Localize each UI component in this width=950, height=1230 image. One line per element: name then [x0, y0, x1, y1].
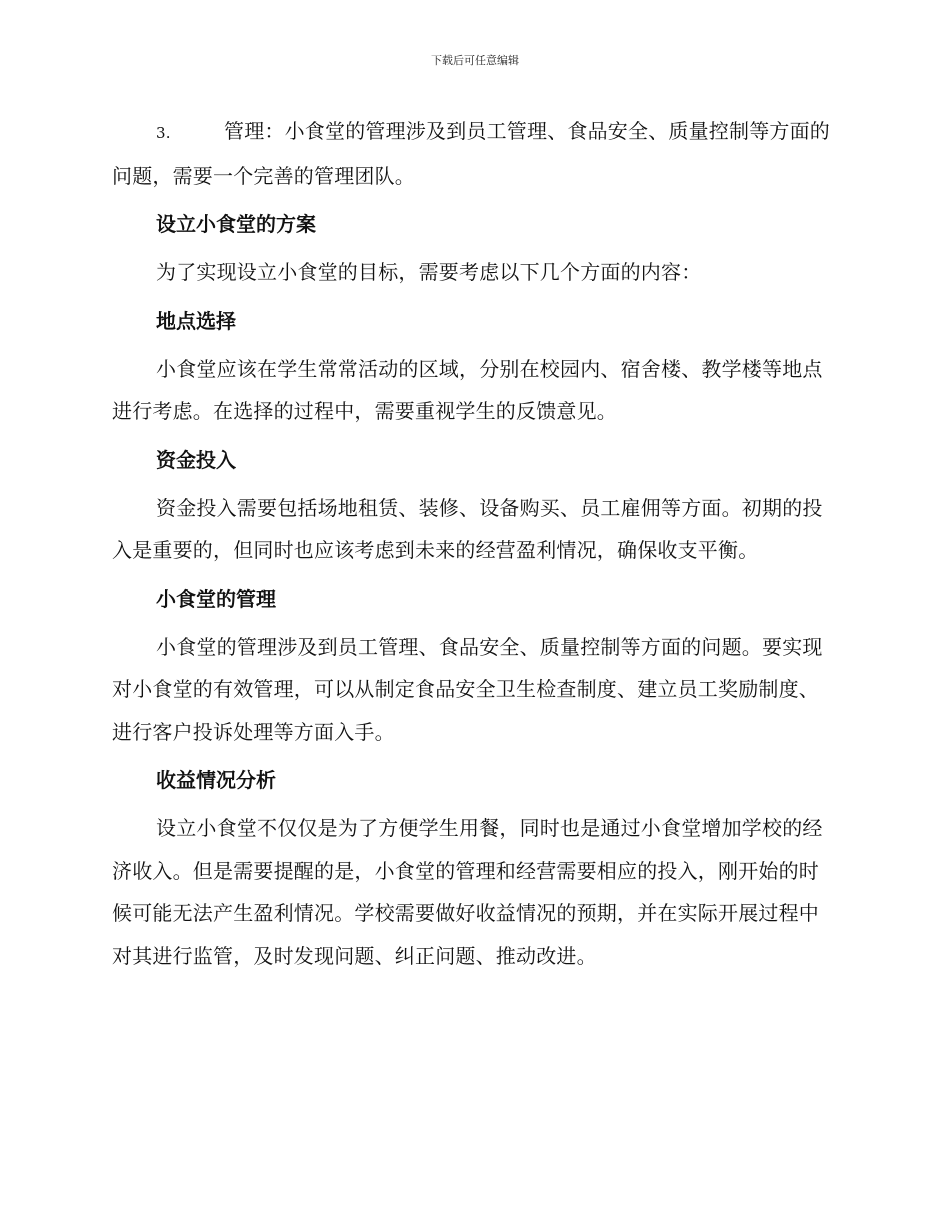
paragraph-location: 小食堂应该在学生常常活动的区域，分别在校园内、宿舍楼、教学楼等地点进行考虑。在选择的过程中，需要重视学生的反馈意见。 [112, 356, 823, 423]
paragraph-funding: 资金投入需要包括场地租赁、装修、设备购买、员工雇佣等方面。初期的投入是重要的，但同时也应该考虑到未来的经营盈利情况，确保收支平衡。 [112, 495, 823, 562]
page-header: 下载后可任意编辑 [431, 54, 519, 67]
section-title: 设立小食堂的方案 [156, 212, 316, 236]
heading-revenue: 收益情况分析 [156, 768, 276, 792]
document-body [112, 110, 832, 977]
paragraph-revenue: 设立小食堂不仅仅是为了方便学生用餐，同时也是通过小食堂增加学校的经济收入。但是需要提醒的是，小食堂的管理和经营需要相应的投入，刚开始的时候可能无法产生盈利情况。学校需要做好收益情况的预期，并在实际开展过程中对其进行监管，及时发现问题、纠正问题、推动改进。 [112, 816, 823, 968]
item-number: 3. [156, 124, 171, 142]
paragraph-management: 小食堂的管理涉及到员工管理、食品安全、质量控制等方面的问题。要实现对小食堂的有效管理，可以从制定食品安全卫生检查制度、建立员工奖励制度、进行客户投诉处理等方面入手。 [112, 634, 823, 744]
item-text: 管理：小食堂的管理涉及到员工管理、食品安全、质量控制等方面的问题，需要一个完善的管理团队。 [112, 119, 830, 188]
heading-management: 小食堂的管理 [156, 586, 276, 611]
heading-location: 地点选择 [156, 308, 236, 333]
intro-paragraph: 为了实现设立小食堂的目标，需要考虑以下几个方面的内容： [156, 260, 702, 284]
heading-funding: 资金投入 [156, 447, 236, 472]
numbered-item-3 [112, 110, 832, 197]
